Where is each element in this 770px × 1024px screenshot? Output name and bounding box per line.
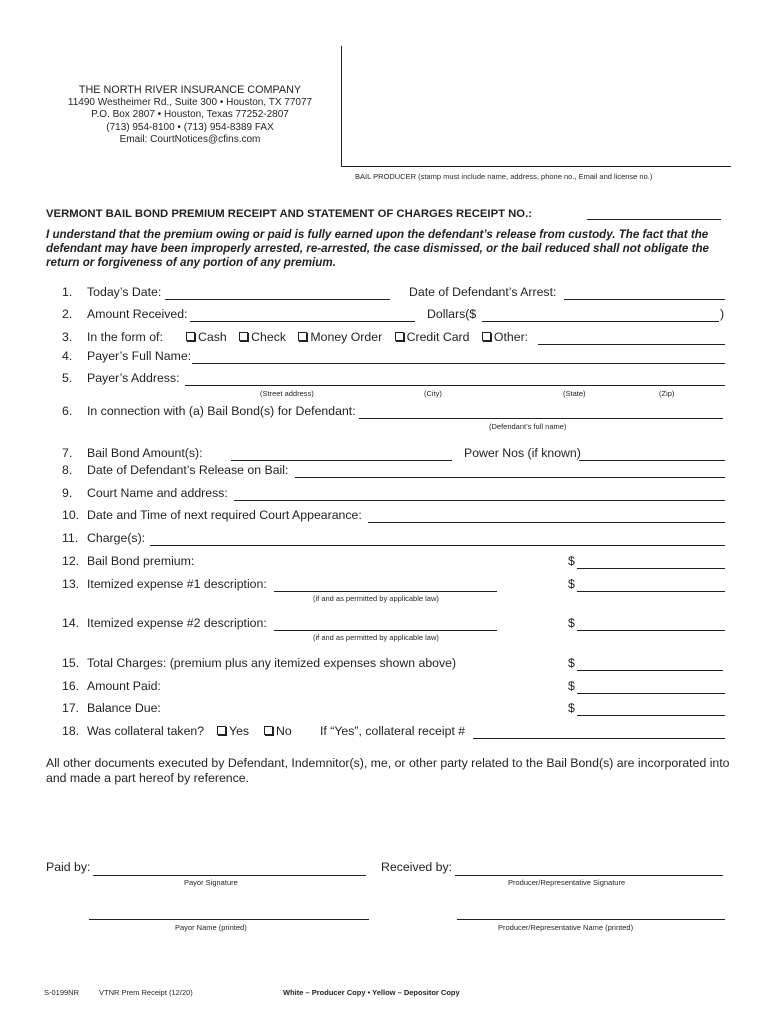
payor-signature-caption: Payor Signature bbox=[184, 878, 238, 887]
producer-name-caption: Producer/Representative Name (printed) bbox=[498, 923, 634, 932]
payer-name-field[interactable] bbox=[192, 363, 725, 364]
expense-1-description-field[interactable] bbox=[274, 591, 497, 592]
item-8-number: 8. bbox=[62, 463, 73, 477]
court-name-field[interactable] bbox=[234, 500, 725, 501]
bail-bond-premium-label: Bail Bond premium: bbox=[87, 554, 195, 568]
paid-by-label: Paid by: bbox=[46, 860, 91, 874]
item-15-number: 15. bbox=[62, 656, 80, 670]
credit-card-label: Credit Card bbox=[406, 330, 470, 344]
expense-1-dollar-sign: $ bbox=[568, 577, 575, 591]
producer-name-field[interactable] bbox=[457, 919, 725, 920]
balance-due-field[interactable] bbox=[577, 715, 725, 716]
form-of-label: In the form of: bbox=[87, 330, 163, 344]
receipt-no-field[interactable] bbox=[587, 219, 721, 220]
expense-2-caption: (if and as permitted by applicable law) bbox=[313, 633, 439, 642]
item-9-number: 9. bbox=[62, 486, 73, 500]
incorporation-paragraph: All other documents executed by Defendant, Indemnitor(s), me, or other party related to the Bail Bond(s) are incorporated into and made a part hereof by reference. bbox=[46, 756, 730, 786]
item-4-number: 4. bbox=[62, 349, 73, 363]
collateral-no-checkbox[interactable] bbox=[264, 726, 273, 735]
form-number: S-0199NR bbox=[44, 988, 80, 997]
premium-dollar-sign: $ bbox=[568, 554, 575, 568]
item-12-number: 12. bbox=[62, 554, 80, 568]
payor-name-caption: Payor Name (printed) bbox=[175, 923, 247, 932]
money-order-checkbox[interactable] bbox=[298, 332, 307, 341]
court-name-label: Court Name and address: bbox=[87, 486, 228, 500]
credit-card-checkbox[interactable] bbox=[395, 332, 404, 341]
defendant-name-field[interactable] bbox=[359, 418, 723, 419]
expense-2-description-field[interactable] bbox=[274, 630, 497, 631]
paid-dollar-sign: $ bbox=[568, 679, 575, 693]
payer-name-label: Payer’s Full Name: bbox=[87, 349, 192, 363]
collateral-no-label: No bbox=[276, 724, 292, 738]
company-email: Email: CourtNotices@cfins.com bbox=[119, 134, 261, 146]
item-1-number: 1. bbox=[62, 285, 73, 299]
company-name: THE NORTH RIVER INSURANCE COMPANY bbox=[78, 84, 302, 96]
expense-1-label: Itemized expense #1 description: bbox=[87, 577, 267, 591]
payment-form-options bbox=[186, 330, 537, 344]
city-caption: (City) bbox=[424, 389, 442, 398]
collateral-yes-checkbox[interactable] bbox=[217, 726, 226, 735]
bail-bond-amount-field[interactable] bbox=[231, 460, 452, 461]
expense-1-caption: (if and as permitted by applicable law) bbox=[313, 594, 439, 603]
street-address-caption: (Street address) bbox=[260, 389, 314, 398]
payor-name-field[interactable] bbox=[89, 919, 369, 920]
dollars-close-paren: ) bbox=[720, 307, 725, 321]
charges-field[interactable] bbox=[150, 545, 725, 546]
collateral-receipt-label: If “Yes”, collateral receipt # bbox=[320, 724, 466, 738]
money-order-option[interactable] bbox=[298, 330, 382, 344]
next-court-appearance-field[interactable] bbox=[368, 522, 725, 523]
collateral-no-option[interactable] bbox=[264, 724, 292, 738]
item-10-number: 10. bbox=[62, 508, 80, 522]
check-option[interactable] bbox=[239, 330, 286, 344]
balance-dollar-sign: $ bbox=[568, 701, 575, 715]
item-7-number: 7. bbox=[62, 446, 73, 460]
check-checkbox[interactable] bbox=[239, 332, 248, 341]
item-14-number: 14. bbox=[62, 616, 80, 630]
expense-1-amount-field[interactable] bbox=[577, 591, 725, 592]
amount-paid-label: Amount Paid: bbox=[87, 679, 161, 693]
defendant-label: In connection with (a) Bail Bond(s) for Defendant: bbox=[87, 404, 356, 418]
item-3-number: 3. bbox=[62, 330, 73, 344]
release-date-label: Date of Defendant’s Release on Bail: bbox=[87, 463, 289, 477]
amount-received-field[interactable] bbox=[190, 321, 415, 322]
item-16-number: 16. bbox=[62, 679, 80, 693]
form-name: VTNR Prem Receipt (12/20) bbox=[99, 988, 193, 997]
charges-label: Charge(s): bbox=[87, 531, 146, 545]
cash-label: Cash bbox=[198, 330, 227, 344]
arrest-date-field[interactable] bbox=[564, 299, 725, 300]
item-18-number: 18. bbox=[62, 724, 80, 738]
producer-signature-caption: Producer/Representative Signature bbox=[508, 878, 626, 887]
next-court-appearance-label: Date and Time of next required Court Appearance: bbox=[87, 508, 362, 522]
collateral-taken-label: Was collateral taken? bbox=[87, 724, 205, 738]
producer-signature-field[interactable] bbox=[455, 875, 723, 876]
payor-signature-field[interactable] bbox=[93, 875, 366, 876]
item-5-number: 5. bbox=[62, 371, 73, 385]
credit-card-option[interactable] bbox=[395, 330, 470, 344]
other-checkbox[interactable] bbox=[482, 332, 491, 341]
cash-option[interactable] bbox=[186, 330, 227, 344]
power-nos-label: Power Nos (if known) bbox=[464, 446, 581, 460]
collateral-receipt-field[interactable] bbox=[473, 738, 725, 739]
other-field[interactable] bbox=[538, 344, 725, 345]
copy-distribution: White – Producer Copy • Yellow – Depositor Copy bbox=[283, 988, 460, 997]
other-option[interactable] bbox=[482, 330, 528, 344]
bail-bond-amount-label: Bail Bond Amount(s): bbox=[87, 446, 203, 460]
company-header bbox=[40, 84, 340, 147]
bail-producer-line bbox=[341, 166, 731, 167]
expense-2-dollar-sign: $ bbox=[568, 616, 575, 630]
dollars-label: Dollars($ bbox=[427, 307, 477, 321]
company-phones: (713) 954-8100 • (713) 954-8389 FAX bbox=[106, 121, 274, 133]
item-11-number: 11. bbox=[62, 531, 79, 545]
amount-received-label: Amount Received: bbox=[87, 307, 188, 321]
payer-address-field[interactable] bbox=[185, 385, 725, 386]
state-caption: (State) bbox=[563, 389, 586, 398]
power-nos-field[interactable] bbox=[579, 460, 725, 461]
check-label: Check bbox=[251, 330, 286, 344]
total-charges-field[interactable] bbox=[577, 670, 723, 671]
dollars-field[interactable] bbox=[482, 321, 719, 322]
item-13-number: 13. bbox=[62, 577, 80, 591]
item-17-number: 17. bbox=[62, 701, 80, 715]
todays-date-field[interactable] bbox=[165, 299, 390, 300]
premium-statement: I understand that the premium owing or paid is fully earned upon the defendant’s release from custody. The fact that the defendant may have been improperly arrested, re-arrested, the case dismissed, or the bail reduced shall not obligate the return or forgiveness of any portion of any premium. bbox=[46, 228, 709, 269]
total-dollar-sign: $ bbox=[568, 656, 575, 670]
balance-due-label: Balance Due: bbox=[87, 701, 161, 715]
zip-caption: (Zip) bbox=[659, 389, 675, 398]
cash-checkbox[interactable] bbox=[186, 332, 195, 341]
received-by-label: Received by: bbox=[381, 860, 453, 874]
collateral-yes-option[interactable] bbox=[217, 724, 249, 738]
amount-paid-field[interactable] bbox=[577, 693, 725, 694]
company-address-line-1: 11490 Westheimer Rd., Suite 300 • Houston, TX 77077 bbox=[67, 96, 313, 108]
bail-producer-label: BAIL PRODUCER (stamp must include name, address, phone no., Email and license no.) bbox=[355, 172, 653, 181]
company-address-line-2: P.O. Box 2807 • Houston, Texas 77252-2807 bbox=[91, 109, 289, 121]
total-charges-label: Total Charges: (premium plus any itemized expenses shown above) bbox=[87, 656, 457, 670]
item-2-number: 2. bbox=[62, 307, 73, 321]
defendant-name-caption: (Defendant’s full name) bbox=[489, 422, 567, 431]
expense-2-label: Itemized expense #2 description: bbox=[87, 616, 267, 630]
item-6-number: 6. bbox=[62, 404, 73, 418]
form-title: VERMONT BAIL BOND PREMIUM RECEIPT AND STATEMENT OF CHARGES RECEIPT NO.: bbox=[46, 208, 532, 220]
payer-address-label: Payer’s Address: bbox=[87, 371, 180, 385]
other-label: Other: bbox=[493, 330, 529, 344]
release-date-field[interactable] bbox=[295, 477, 725, 478]
expense-2-amount-field[interactable] bbox=[577, 630, 725, 631]
todays-date-label: Today’s Date: bbox=[87, 285, 162, 299]
collateral-yes-label: Yes bbox=[229, 724, 250, 738]
header-divider bbox=[341, 46, 342, 166]
money-order-label: Money Order bbox=[310, 330, 383, 344]
bail-bond-premium-field[interactable] bbox=[577, 568, 725, 569]
arrest-date-label: Date of Defendant’s Arrest: bbox=[409, 285, 557, 299]
